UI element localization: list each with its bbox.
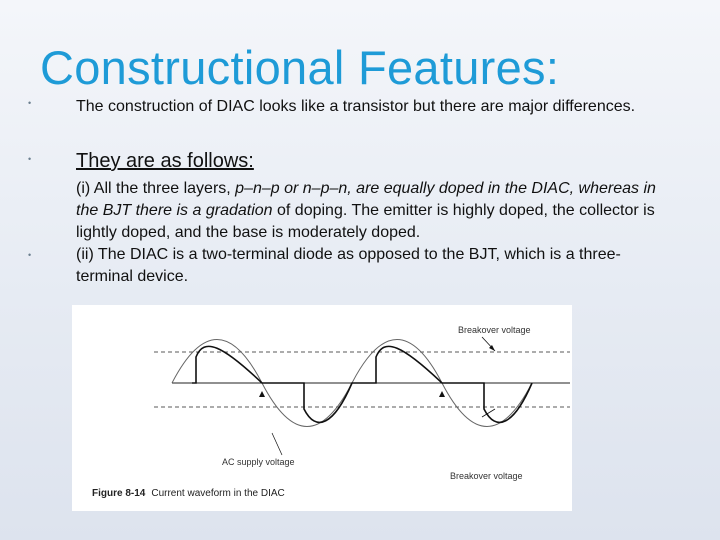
difference-i-intro: (i) All the three layers, <box>76 180 236 197</box>
tick-mark-2 <box>439 391 445 397</box>
bullet-marker: • <box>28 250 32 260</box>
figure-caption <box>92 488 285 499</box>
difference-i-italic: p–n–p or n–p–n, are equally doped in the DIAC, whereas in the BJT there is a gradation <box>76 180 656 219</box>
diac-current-wave <box>192 346 532 422</box>
figure-caption-text: Current waveform in the DIAC <box>151 488 285 499</box>
difference-ii: (ii) The DIAC is a two-terminal diode as opposed to the BJT, which is a three-terminal device. <box>76 246 621 285</box>
bullet-differences <box>76 178 666 288</box>
slide-title: Constructional Features: <box>40 41 560 94</box>
breakover-label-bottom: Breakover voltage <box>450 471 523 481</box>
bullet-marker: • <box>28 154 32 164</box>
bullet-marker: • <box>28 98 32 108</box>
difference-i-rest: of doping. The emitter is highly doped, the collector is lightly doped, and the base is moderately doped. <box>76 202 655 241</box>
figure-number: Figure 8-14 <box>92 488 146 499</box>
bullet-as-follows: They are as follows: <box>76 150 254 172</box>
bullet-construction: The construction of DIAC looks like a transistor but there are major differences. <box>76 98 636 115</box>
ac-supply-label: AC supply voltage <box>222 457 295 467</box>
tick-mark-1 <box>259 391 265 397</box>
breakover-label-top: Breakover voltage <box>458 325 531 335</box>
ac-label-pointer <box>272 433 282 455</box>
diac-waveform-figure <box>72 305 572 511</box>
